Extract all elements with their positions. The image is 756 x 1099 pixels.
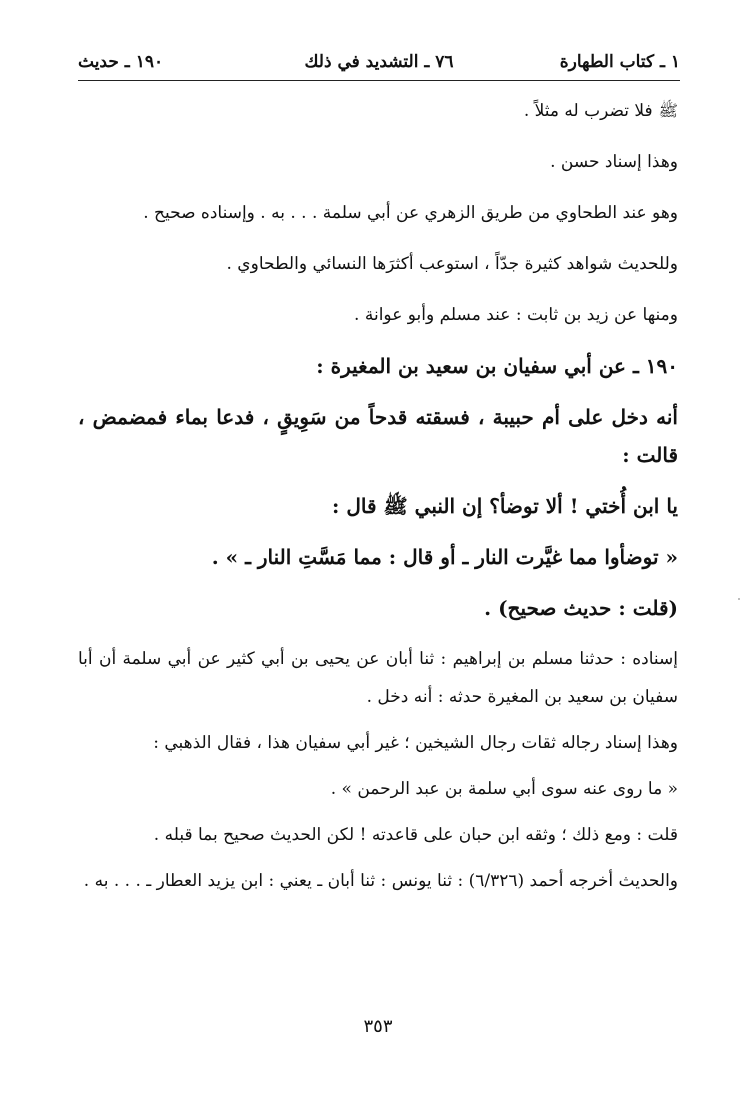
hadith-heading: ١٩٠ ـ عن أبي سفيان بن سعيد بن المغيرة : — [316, 354, 678, 378]
hadith-quote: « توضأوا مما غيَّرت النار ـ أو قال : مما مَسَّتِ النار ـ » . — [211, 545, 678, 569]
paragraph-takhrij: والحديث أخرجه أحمد (٦/٣٢٦) : ثنا يونس : ثنا أبان ـ يعني : ابن يزيد العطار ـ . . . به . — [83, 871, 678, 891]
header-hadith-number: ١٩٠ ـ حديث — [78, 52, 164, 72]
paragraph-3: وهو عند الطحاوي من طريق الزهري عن أبي سلمة . . . به . وإسناده صحيح . — [143, 203, 678, 223]
paragraph-5: ومنها عن زيد بن ثابت : عند مسلم وأبو عوانة . — [354, 305, 678, 325]
paragraph-1 — [78, 92, 678, 130]
page-body — [78, 92, 678, 900]
hadith-quote-intro: يا ابن أُختي ! ألا توضأ؟ إن النبي ﷺ قال : — [332, 494, 678, 518]
paragraph-4: وللحديث شواهد كثيرة جدّاً ، استوعب أكثرَها النسائي والطحاوي . — [226, 254, 678, 274]
header-book-title: ١ ـ كتاب الطهارة — [559, 52, 680, 72]
isnad-paragraph: إسناده : حدثنا مسلم بن إبراهيم : ثنا أبان عن يحيى بن أبي كثير عن أبي سلمة أن أبا سفيان بن سعيد بن المغيرة حدثه : أنه دخل . — [78, 649, 678, 707]
paragraph-2: وهذا إسناد حسن . — [550, 152, 678, 172]
paragraph-comment: قلت : ومع ذلك ؛ وثقه ابن حبان على قاعدته ! لكن الحديث صحيح بما قبله . — [153, 825, 678, 845]
grading-note: (قلت : حديث صحيح) . — [484, 596, 678, 620]
paragraph-dhahabi-quote: « ما روى عنه سوى أبي سلمة بن عبد الرحمن » . — [330, 779, 678, 799]
paragraph-1-text: فلا تضرب له مثلاً . — [523, 101, 653, 121]
salawat-ligature-icon: ﷺ — [658, 101, 678, 120]
paragraph-narrators: وهذا إسناد رجاله ثقات رجال الشيخين ؛ غير أبي سفيان هذا ، فقال الذهبي : — [153, 733, 678, 753]
hadith-text: أنه دخل على أم حبيبة ، فسقته قدحاً من سَوِيقٍ ، فدعا بماء فمضمض ، قالت : — [78, 405, 678, 467]
scan-speck — [738, 598, 740, 600]
header-divider — [78, 80, 680, 81]
header-chapter-title: ٧٦ ـ التشديد في ذلك — [304, 52, 454, 72]
running-header — [78, 50, 680, 80]
page-number: ٣٥٣ — [363, 1016, 393, 1037]
